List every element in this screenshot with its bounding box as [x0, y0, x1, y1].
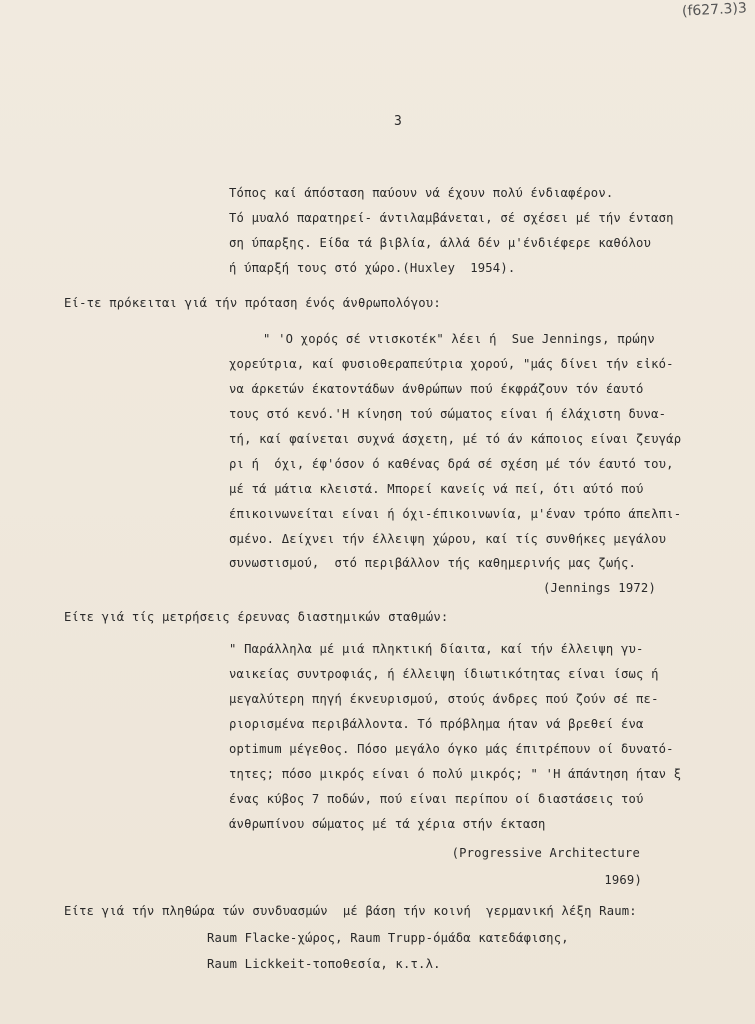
quote-line: ρι ή όχι, έφ'όσον ό καθένας δρά σέ σχέση μέ τόν έαυτό του, [229, 457, 674, 471]
quote-line: χορεύτρια, καί φυσιοθεραπεύτρια χορού, "μάς δίνει τήν εἰκό- [229, 357, 674, 371]
page-number: 3 [394, 114, 402, 129]
text-line: ση ύπαρξης. Είδα τά βιβλία, άλλά δέν μ'ένδιέφερε καθόλου [229, 236, 652, 250]
quote-line: να άρκετών έκατοντάδων άνθρώπων πού έκφράζουν τόν έαυτό [229, 382, 644, 396]
archive-stamp: (f627.3)3 [681, 0, 748, 20]
quote-line: συνωστισμού, στό περιβάλλον τής καθημερινής μας ζωής. [229, 556, 637, 570]
citation: (Jennings 1972) [542, 581, 656, 595]
quote-line: optimum μέγεθος. Πόσο μεγάλο όγκο μάς έπιτρέπουν οί δυνατό- [229, 742, 674, 756]
text-line: ή ύπαρξή τους στό χώρο.(Huxley 1954). [229, 261, 516, 275]
quote-line: άνθρωπίνου σώματος μέ τά χέρια στήν έκταση [229, 817, 546, 831]
quote-line: τους στό κενό.'Η κίνηση τού σώματος είναι ή έλάχιστη δυνα- [229, 407, 667, 421]
quote-line: " 'Ο χορός σέ ντισκοτέκ" λέει ή Sue Jennings, πρώην [263, 332, 655, 346]
quote-line: μέ τά μάτια κλειστά. Μπορεί κανείς νά πεί, ότι αύτό πού [229, 482, 644, 496]
quote-line: ένας κύβος 7 ποδών, πού είναι περίπου οί διαστάσεις τού [229, 792, 644, 806]
text-line: Raum Lickkeit-τοποθεσία, κ.τ.λ. [207, 957, 441, 971]
text-line: Raum Flacke-χώρος, Raum Trupp-όμάδα κατεδάφισης, [207, 931, 569, 945]
quote-line: τητες; πόσο μικρός είναι ό πολύ μικρός; " 'Η άπάντηση ήταν ξ [229, 767, 682, 781]
citation: 1969) [604, 873, 642, 887]
text-line: Τό μυαλό παρατηρεί- άντιλαμβάνεται, σέ σχέσει μέ τήν ένταση [229, 211, 674, 225]
quote-line: ναικείας συντροφιάς, ή έλλειψη ίδιωτικότητας είναι ίσως ή [229, 667, 659, 681]
text-line: Τόπος καί άπόσταση παύουν νά έχουν πολύ ένδιαφέρον. [229, 186, 614, 200]
quote-line: σμένο. Δείχνει τήν έλλειψη χώρου, καί τίς συνθήκες μεγάλου [229, 532, 667, 546]
quote-line: μεγαλύτερη πηγή έκνευρισμού, στούς άνδρες πού ζούν σέ πε- [229, 692, 659, 706]
quote-line: έπικοινωνείται είναι ή όχι-έπικοινωνία, μ'έναν τρόπο άπελπι- [229, 507, 682, 521]
intro-line: Είτε γιά τίς μετρήσεις έρευνας διαστημικών σταθμών: [64, 610, 449, 624]
quote-line: " Παράλληλα μέ μιά πληκτική δίαιτα, καί τήν έλλειψη γυ- [229, 642, 644, 656]
quote-line: τή, καί φαίνεται συχνά άσχετη, μέ τό άν κάποιος είναι ζευγάρ [229, 432, 682, 446]
intro-line: Εί-τε πρόκειται γιά τήν πρόταση ένός άνθρωπολόγου: [64, 296, 441, 310]
text-line: Είτε γιά τήν πληθώρα τών συνδυασμών μέ βάση τήν κοινή γερμανική λέξη Raum: [64, 904, 637, 918]
citation: (Progressive Architecture [451, 846, 640, 860]
quote-line: ριορισμένα περιβάλλοντα. Τό πρόβλημα ήταν νά βρεθεί ένα [229, 717, 644, 731]
